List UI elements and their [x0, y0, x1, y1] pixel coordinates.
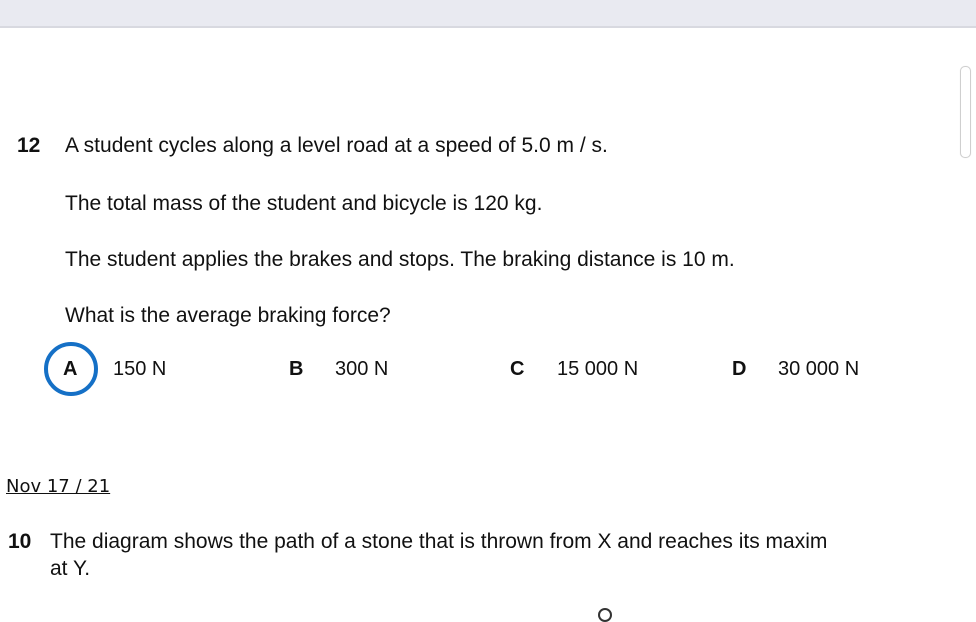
paper-reference: Nov 17 / 21 — [6, 476, 111, 497]
question-12-line-4: What is the average braking force? — [65, 304, 391, 327]
option-a-value: 150 N — [113, 358, 167, 380]
question-10-line-1: The diagram shows the path of a stone that is thrown from X and reaches its maxim — [50, 530, 828, 553]
question-10-line-2: at Y. — [50, 557, 91, 580]
option-a-letter[interactable]: A — [63, 358, 78, 380]
question-12-line-3: The student applies the brakes and stops. The braking distance is 10 m. — [65, 248, 735, 271]
question-12-line-2: The total mass of the student and bicycle is 120 kg. — [65, 192, 543, 215]
option-d-value: 30 000 N — [778, 358, 860, 380]
top-toolbar — [0, 0, 976, 28]
question-10-number: 10 — [8, 530, 32, 553]
question-12-line-1: A student cycles along a level road at a speed of 5.0 m / s. — [65, 134, 608, 157]
scrollbar-thumb[interactable] — [960, 66, 971, 158]
option-c-value: 15 000 N — [557, 358, 639, 380]
option-b-letter[interactable]: B — [289, 358, 304, 380]
option-b-value: 300 N — [335, 358, 389, 380]
option-c-letter[interactable]: C — [510, 358, 525, 380]
question-12-number: 12 — [17, 134, 41, 157]
option-d-letter[interactable]: D — [732, 358, 747, 380]
diagram-stone-icon — [598, 608, 612, 622]
